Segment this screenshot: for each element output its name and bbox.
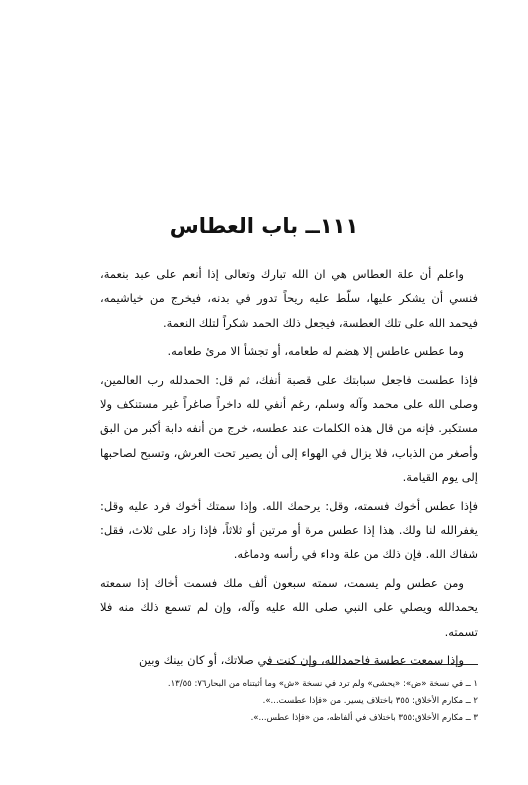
footnote-2: ٢ ــ مكارم الأخلاق: ٣٥٥ باختلاف يسير. من «فإذا عطست...». bbox=[262, 696, 478, 706]
paragraph-2: وما عطس عاطس إلا هضم له طعامه، أو تجشأ الا مرئ طعامه. bbox=[167, 344, 464, 359]
footnote-1: ١ ــ في نسخة «ض»: «يحشى» ولم ترد في نسخة «ش» وما أثبتناه من البحار٧٦: ١٣/٥٥. bbox=[167, 679, 478, 689]
paragraph-5: ومن عطس ولم يسمت، سمته سبعون ألف ملك فسمت أخاك إذا سمعته يحمدالله ويصلي على النبي صلى الله عليه وآله، وإن لم تسمع ذلك منه فلا تسمته. bbox=[100, 575, 478, 639]
chapter-heading: ١١١ــ باب العطاس bbox=[169, 214, 359, 238]
footnote-divider bbox=[267, 664, 478, 665]
paragraph-1: واعلم أن علة العطاس هي ان الله تبارك وتعالى إذا أنعم على عبد بنعمة، فنسي أن يشكر عليها، سلّط عليه ريحاً تدور في بدنه، فيخرج من خياشيمه، فيحمد الله على تلك العطسة، فيجعل ذلك الحمد شكراً لتلك النعمة. bbox=[100, 267, 478, 330]
paragraph-3: فإذا عطست فاجعل سبابتك على قصبة أنفك، ثم قل: الحمدلله رب العالمين، وصلى الله على محمد وآله وسلم، رغم أنفي لله داخراً صاغراً غير مستنكف ولا مستكبر. فإنه من قال هذه الكلمات عند عطسه، خرج من أنفه دابة أكبر من البق وأصغر من الذباب، فلا يزال في الهواء إلى أن يصير تحت العرش، وتسبح لصاحبها إلى يوم القيامة. bbox=[100, 372, 478, 485]
paragraph-6: وإذا سمعت عطسة فاحمدالله، وإن كنت في صلاتك، أو كان بينك وبين bbox=[138, 653, 464, 668]
footnotes bbox=[100, 676, 478, 727]
paragraph-4: فإذا عطس أخوك فسمته، وقل: يرحمك الله. وإذا سمتك أخوك فرد عليه وقل: يغفرالله لنا ولك. هذا إذا عطس مرة أو مرتين أو ثلاثاً، فإذا زاد على ثلاث، فقل: شفاك الله. فإن ذلك من علة وداء في رأسه ودماغه. bbox=[100, 498, 478, 562]
chapter-body bbox=[100, 262, 478, 677]
footnote-3: ٣ ــ مكارم الأخلاق:٣٥٥ باختلاف في ألفاظه، من «فإذا عطس...». bbox=[250, 713, 478, 723]
